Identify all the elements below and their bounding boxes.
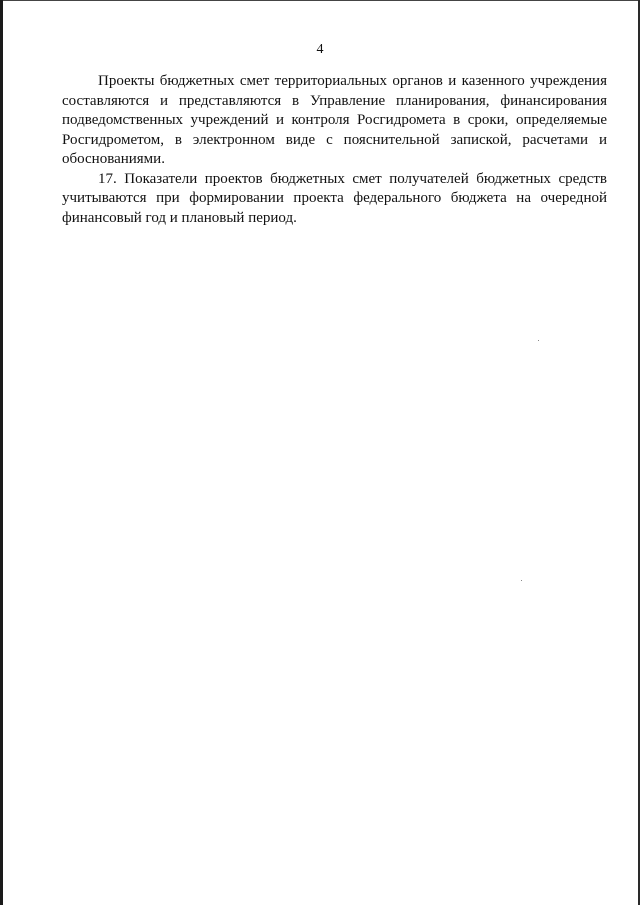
paragraph-item-17: 17. Показатели проектов бюджетных смет получателей бюджетных средств учитываются при формировании проекта федерального бюджета на очередной финансовый год и плановый период.: [62, 170, 607, 226]
scan-speck: [538, 340, 539, 341]
scan-speck: [521, 580, 522, 581]
page-number: 4: [316, 42, 324, 57]
scan-border-left: [0, 0, 3, 905]
scan-border-top: [0, 0, 640, 1]
document-body: [62, 72, 607, 228]
paragraph-budget-submission: Проекты бюджетных смет территориальных органов и казенного учреждения составляются и представляются в Управление планирования, финансирования подведомственных учреждений и контроля Росгидромета в сроки, определяемые Росгидрометом, в электронном виде с пояснительной запиской, расчетами и обоснованиями.: [62, 73, 607, 167]
